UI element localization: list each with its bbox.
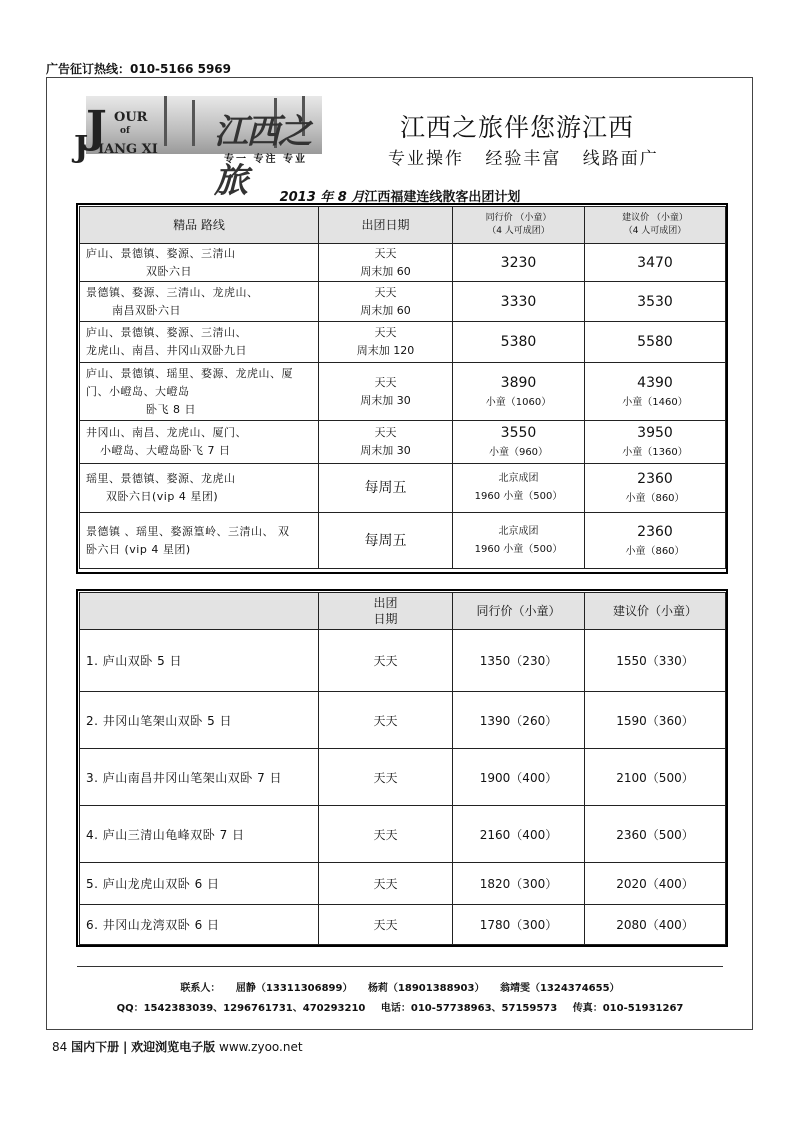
suggest-price-cell: 2360（500） — [585, 806, 726, 863]
peer-price-cell: 3230 — [453, 244, 585, 282]
contacts-line — [0, 979, 800, 994]
logo-tree — [192, 100, 195, 146]
date-cell: 天天 — [319, 692, 453, 749]
page-footer — [52, 1038, 303, 1055]
suggest-price-cell: 1550（330） — [585, 630, 726, 692]
route-cell: 4. 庐山三清山龟峰双卧 7 日 — [80, 806, 319, 863]
suggest-price-cell: 2080（400） — [585, 905, 726, 945]
suggest-price-cell: 2360 小童（860） — [585, 464, 726, 513]
suggest-price-cell: 2360 小童（860） — [585, 513, 726, 569]
date-cell: 每周五 — [319, 513, 453, 569]
peer-price-cell: 3890 小童（1060） — [453, 363, 585, 421]
header-suggest-price: 建议价（小童） — [585, 593, 726, 630]
table-row — [80, 513, 726, 569]
logo — [74, 96, 324, 201]
suggest-price-cell: 2100（500） — [585, 749, 726, 806]
table-row — [80, 464, 726, 513]
date-cell: 天天 — [319, 630, 453, 692]
peer-price-cell: 1350（230） — [453, 630, 585, 692]
route-cell: 井冈山、南昌、龙虎山、厦门、 小嶝岛、大嶝岛卧飞 7 日 — [80, 421, 319, 464]
contact-person-1: 屈静（13311306899） — [235, 983, 353, 994]
route-cell: 景德镇 、瑶里、婺源篁岭、三清山、 双 卧六日 (vip 4 星团) — [80, 513, 319, 569]
table-row — [80, 905, 726, 945]
route-cell: 庐山、景德镇、瑶里、婺源、龙虎山、厦 门、小嶝岛、大嶝岛 卧飞 8 日 — [80, 363, 319, 421]
route-cell: 1. 庐山双卧 5 日 — [80, 630, 319, 692]
table-header-row — [80, 593, 726, 630]
logo-en-top: OUR — [114, 110, 148, 125]
route-cell: 景德镇、婺源、三清山、龙虎山、 南昌双卧六日 — [80, 282, 319, 322]
tour-table-1 — [79, 206, 726, 569]
logo-tree — [164, 96, 167, 146]
header-peer-price: 同行价 （小童） （4 人可成团） — [453, 207, 585, 244]
table-row — [80, 630, 726, 692]
table-row — [80, 244, 726, 282]
date-cell: 天天 — [319, 806, 453, 863]
footer-text: 欢迎浏览电子版 — [131, 1040, 216, 1054]
slogan-sub: 专业操作 经验丰富 线路面广 — [388, 149, 659, 169]
table-header-row — [80, 207, 726, 244]
date-cell: 天天 周末加 30 — [319, 421, 453, 464]
peer-price-cell: 5380 — [453, 322, 585, 363]
logo-letter-j-top: J — [86, 102, 107, 153]
tour-table-2 — [79, 592, 726, 945]
contacts-label: 联系人： — [180, 983, 221, 994]
suggest-price-cell: 1590（360） — [585, 692, 726, 749]
peer-price-cell: 北京成团 1960 小童（500） — [453, 513, 585, 569]
table-row — [80, 282, 726, 322]
route-cell: 庐山、景德镇、婺源、三清山、 龙虎山、南昌、井冈山双卧九日 — [80, 322, 319, 363]
contact-tel: 电话：010-57738963、57159573 — [380, 1003, 558, 1014]
peer-price-cell: 1820（300） — [453, 863, 585, 905]
logo-letter-j-bottom: J — [74, 130, 89, 165]
suggest-price-cell: 3530 — [585, 282, 726, 322]
contact-person-3: 翁靖雯（1324374655） — [499, 983, 620, 994]
ad-hotline: 广告征订热线：010-5166 5969 — [46, 62, 232, 76]
peer-price-cell: 1780（300） — [453, 905, 585, 945]
route-cell: 5. 庐山龙虎山双卧 6 日 — [80, 863, 319, 905]
date-cell: 每周五 — [319, 464, 453, 513]
route-cell: 瑶里、景德镇、婺源、龙虎山 双卧六日(vip 4 星团) — [80, 464, 319, 513]
date-cell: 天天 — [319, 905, 453, 945]
table-row — [80, 692, 726, 749]
logo-cn-title: 江西之旅 — [214, 112, 310, 201]
date-cell: 天天 — [319, 863, 453, 905]
suggest-price-cell: 2020（400） — [585, 863, 726, 905]
logo-tagline: 专一 专注 专业 — [224, 154, 307, 165]
contact-person-2: 杨莉（18901388903） — [367, 983, 485, 994]
page-number: 84 — [52, 1040, 68, 1054]
date-cell: 天天 周末加 30 — [319, 363, 453, 421]
footer-separator: | — [122, 1040, 128, 1054]
peer-price-cell: 3330 — [453, 282, 585, 322]
header-date: 出团 日期 — [319, 593, 453, 630]
table-title-text: 江西福建连线散客出团计划 — [364, 190, 521, 205]
table-row — [80, 322, 726, 363]
logo-en-of: of — [120, 126, 130, 136]
header-route: 精品 路线 — [80, 207, 319, 244]
contact-qq: QQ：1542383039、1296761731、470293210 — [116, 1003, 366, 1014]
date-cell: 天天 — [319, 749, 453, 806]
peer-price-cell: 北京成团 1960 小童（500） — [453, 464, 585, 513]
date-cell: 天天 周末加 60 — [319, 244, 453, 282]
header-date: 出团日期 — [319, 207, 453, 244]
suggest-price-cell: 3950 小童（1360） — [585, 421, 726, 464]
footer-section: 国内下册 — [71, 1040, 120, 1054]
date-cell: 天天 周末加 60 — [319, 282, 453, 322]
contact-fax: 传真：010-51931267 — [572, 1003, 684, 1014]
peer-price-cell: 3550 小童（960） — [453, 421, 585, 464]
peer-price-cell: 2160（400） — [453, 806, 585, 863]
table-row — [80, 421, 726, 464]
suggest-price-cell: 3470 — [585, 244, 726, 282]
slogan-main: 江西之旅伴您游江西 — [400, 113, 635, 142]
header-suggest-price: 建议价 （小童） （4 人可成团） — [585, 207, 726, 244]
suggest-price-cell: 5580 — [585, 322, 726, 363]
peer-price-cell: 1390（260） — [453, 692, 585, 749]
contacts-numbers — [0, 999, 800, 1014]
table-row — [80, 806, 726, 863]
peer-price-cell: 1900（400） — [453, 749, 585, 806]
route-cell: 庐山、景德镇、婺源、三清山 双卧六日 — [80, 244, 319, 282]
route-cell: 3. 庐山南昌井冈山笔架山双卧 7 日 — [80, 749, 319, 806]
footer-divider — [77, 966, 723, 967]
footer-url[interactable]: www.zyoo.net — [219, 1040, 303, 1054]
table-title-year: 2013 年 8 月 — [279, 190, 365, 205]
logo-en-bottom: IANG XI — [98, 142, 158, 157]
route-cell: 6. 井冈山龙湾双卧 6 日 — [80, 905, 319, 945]
header-route — [80, 593, 319, 630]
header-peer-price: 同行价（小童） — [453, 593, 585, 630]
table-row — [80, 749, 726, 806]
route-cell: 2. 井冈山笔架山双卧 5 日 — [80, 692, 319, 749]
table-row — [80, 363, 726, 421]
date-cell: 天天 周末加 120 — [319, 322, 453, 363]
suggest-price-cell: 4390 小童（1460） — [585, 363, 726, 421]
table-row — [80, 863, 726, 905]
